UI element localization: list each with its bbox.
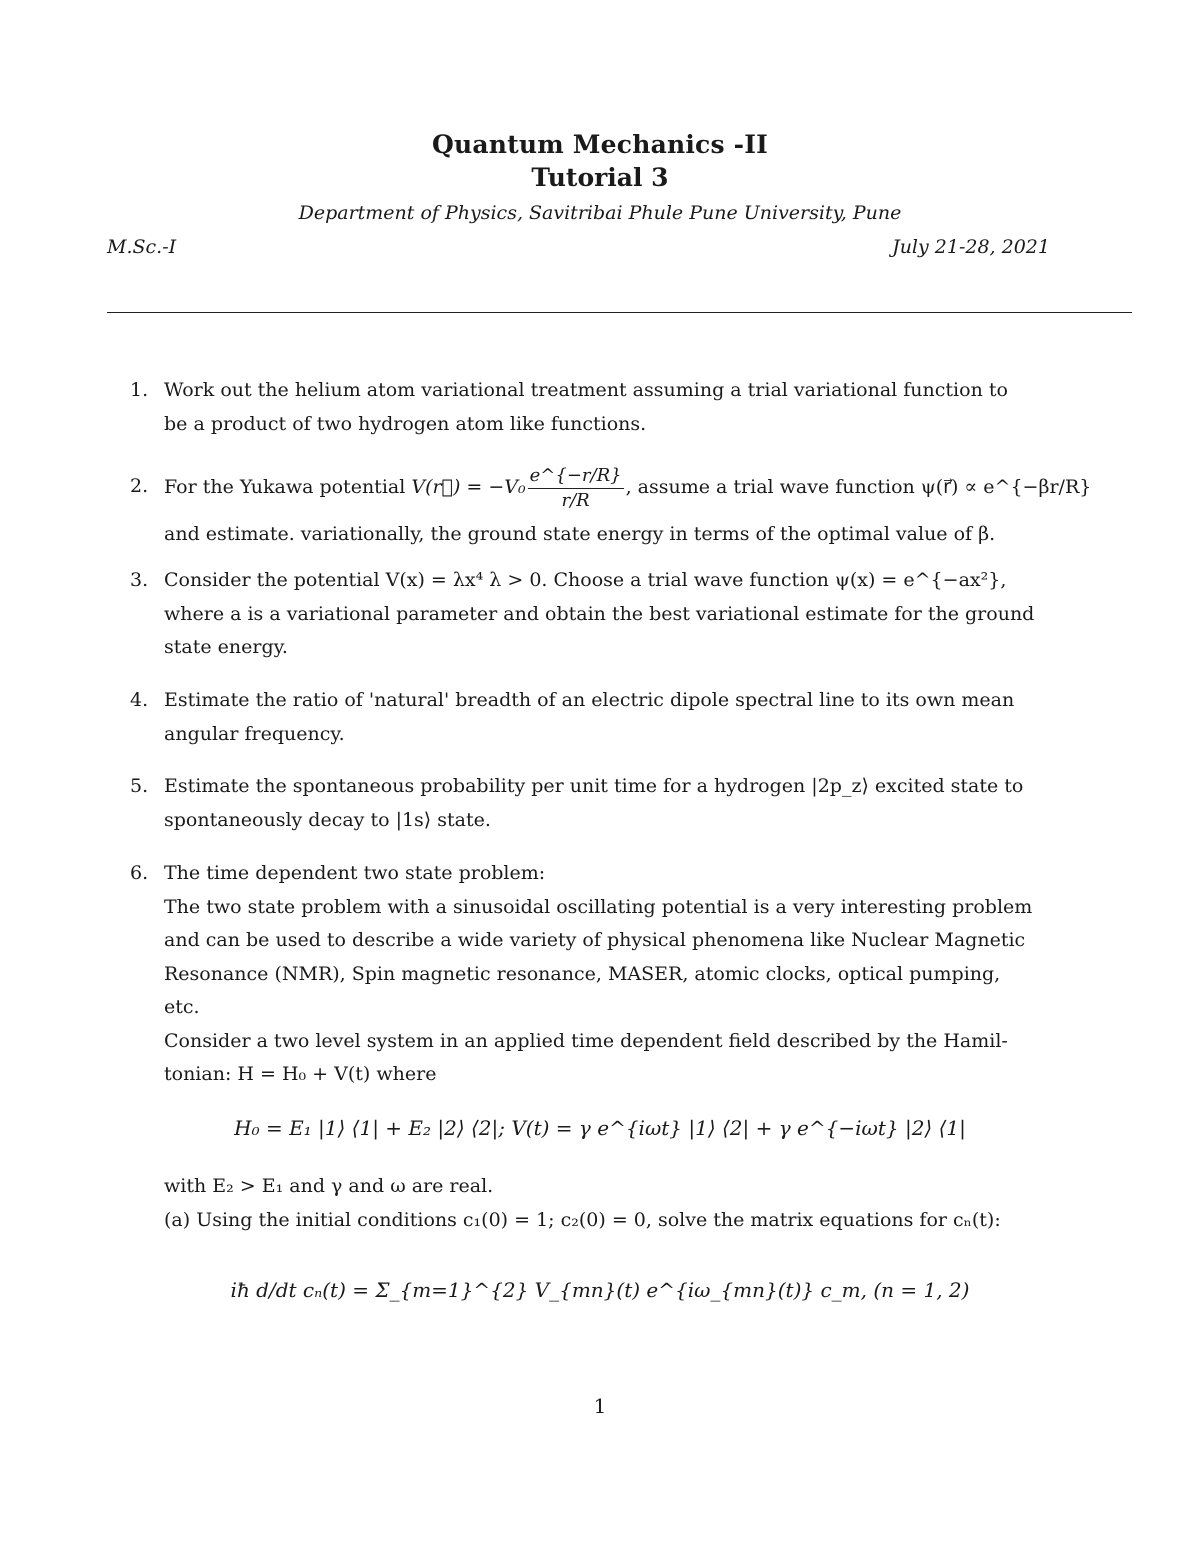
document-subtitle: Tutorial 3 [531,163,669,192]
problem-text: and estimate. variationally, the ground state energy in terms of the optimal value of β. [164,523,996,545]
problem-text: The two state problem with a sinusoidal oscillating potential is a very interesting problem [164,895,1033,918]
problem-text: with E₂ > E₁ and γ and ω are real. [164,1175,494,1197]
hamiltonian-equation: H₀ = E₁ |1⟩ ⟨1| + E₂ |2⟩ ⟨2|; V(t) = γ e^{iωt} |1⟩ ⟨2| + γ e^{−iωt} |2⟩ ⟨1| [234,1116,966,1140]
problem-text: be a product of two hydrogen atom like functions. [164,412,647,435]
problem-number: 3. [130,569,149,591]
date-label: July 21-28, 2021 [892,236,1050,258]
department-line: Department of Physics, Savitribai Phule Pune University, Pune [298,202,902,224]
problem-text: Consider the potential V(x) = λx⁴ λ > 0. Choose a trial wave function ψ(x) = e^{−ax²}, [164,569,1007,591]
problem-4 [130,684,1055,751]
problem-text: spontaneously decay to |1s⟩ state. [164,808,491,831]
problem-text: state energy. [164,636,288,658]
problem-3 [130,564,1055,665]
problem-text: angular frequency. [164,722,345,745]
problem-number: 1. [130,379,149,401]
yukawa-formula: V(r⃗) = −V₀ [411,476,526,498]
problem-text: Consider a two level system in an applied time dependent field described by the Hamil- [164,1029,1008,1052]
problem-text: tonian: H = H₀ + V(t) where [164,1063,437,1085]
course-label: M.Sc.-I [107,236,177,258]
problem-text: Work out the helium atom variational treatment assuming a trial variational function to [164,379,1008,401]
yukawa-fraction [528,464,624,513]
problem-6 [130,857,1055,1092]
document-title: Quantum Mechanics -II [431,130,769,159]
problem-text: where a is a variational parameter and obtain the best variational estimate for the ground [164,602,1035,625]
problem-text: Estimate the spontaneous probability per unit time for a hydrogen |2p_z⟩ excited state to [164,775,1024,797]
problem-text: For the Yukawa potential [164,476,406,498]
problem-5 [130,770,1055,837]
problem-text: , assume a trial wave function ψ(r⃗) ∝ e^{−βr/R} [625,476,1092,498]
problem-text: Estimate the ratio of 'natural' breadth of an electric dipole spectral line to its own mean [164,689,1015,711]
fraction-denominator: r/R [561,489,590,511]
problem-number: 6. [130,862,149,884]
problem-number: 5. [130,775,149,797]
problem-6-continued [130,1170,1055,1237]
problem-text: etc. [164,996,200,1018]
problem-text: and can be used to describe a wide variety of physical phenomena like Nuclear Magnetic [164,929,1026,951]
problem-2 [130,456,1092,552]
problem-number: 4. [130,689,149,711]
problem-text: Resonance (NMR), Spin magnetic resonance, MASER, atomic clocks, optical pumping, [164,962,1001,985]
problem-text: (a) Using the initial conditions c₁(0) = 1; c₂(0) = 0, solve the matrix equations for cₙ(t): [164,1208,1001,1231]
matrix-equation: iħ d/dt cₙ(t) = Σ_{m=1}^{2} V_{mn}(t) e^{iω_{mn}(t)} c_m, (n = 1, 2) [230,1278,970,1302]
problem-number: 2. [130,475,149,497]
fraction-numerator: e^{−r/R} [528,464,624,489]
problem-heading: The time dependent two state problem: [164,862,546,884]
page-number: 1 [593,1394,607,1418]
header-divider [107,312,1132,313]
problem-1 [130,374,1055,441]
